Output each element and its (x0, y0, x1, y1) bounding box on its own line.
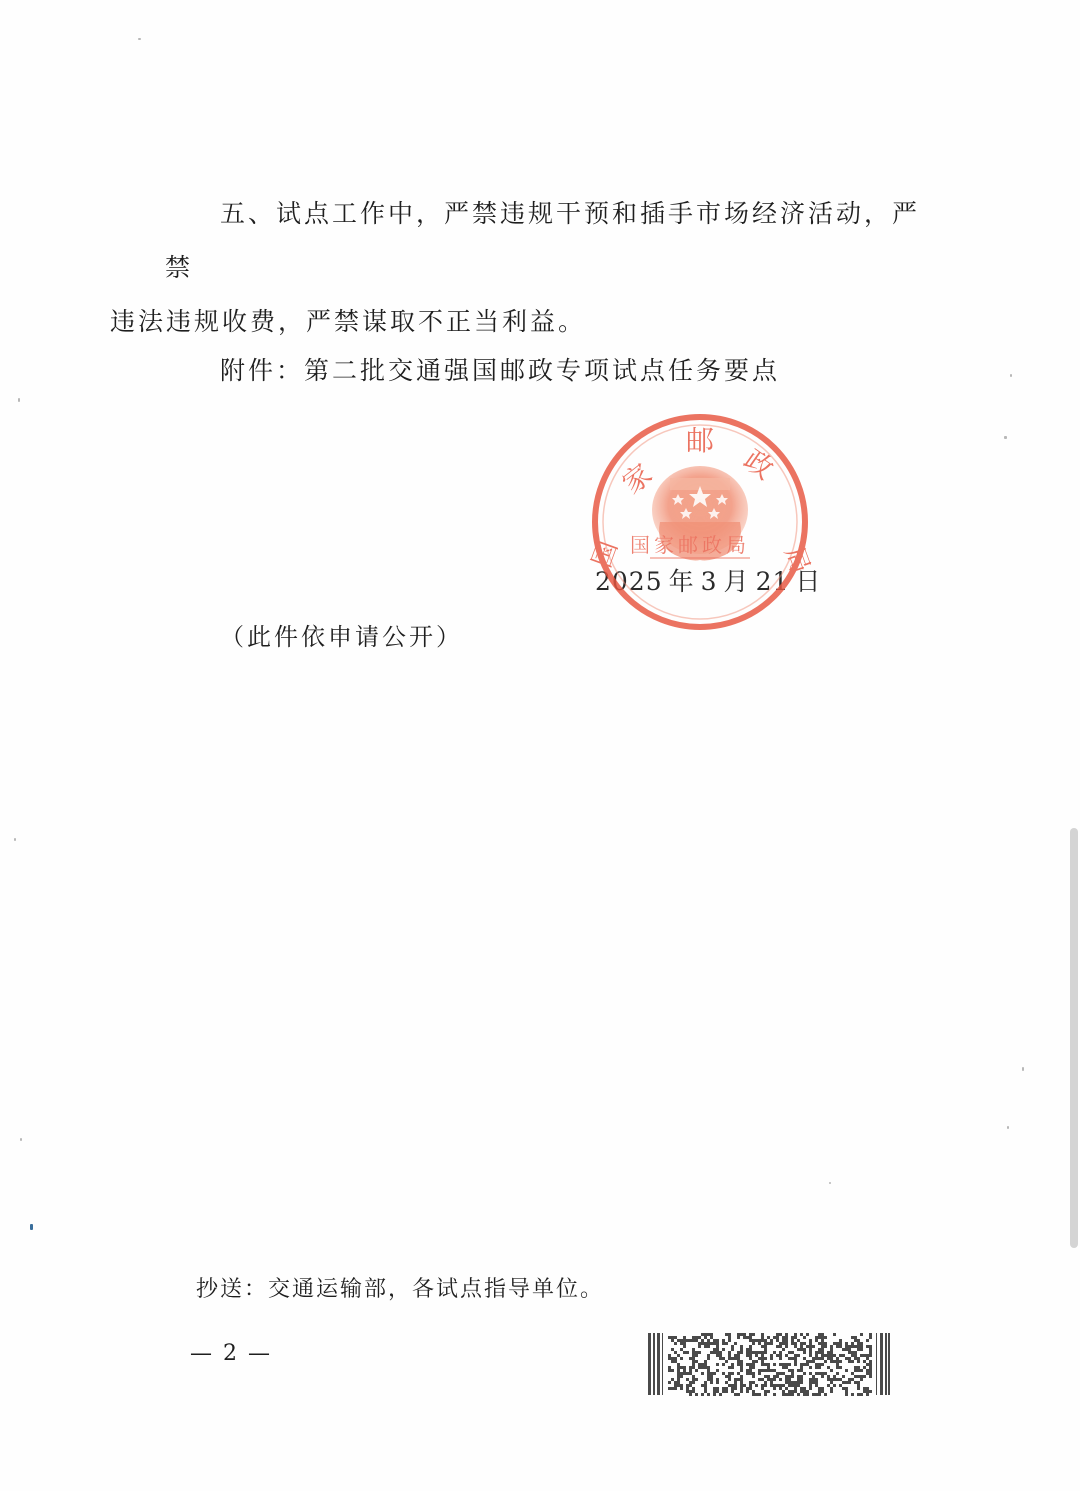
cc-line: 抄送：交通运输部，各试点指导单位。 (196, 1277, 605, 1302)
scan-speck (1022, 1067, 1024, 1071)
scan-speck (1004, 436, 1007, 439)
scan-speck (1010, 374, 1012, 377)
scan-speck (18, 398, 20, 402)
scan-speck (138, 38, 141, 40)
scan-speck (829, 1182, 831, 1184)
scan-speck (30, 1224, 33, 1230)
page-number: — 2 — (190, 1341, 272, 1366)
paragraph-item-5 (110, 187, 925, 349)
date-month: 3 (700, 567, 718, 596)
date-day-char: 日 (795, 567, 822, 596)
attachment-line: 附件：第二批交通强国邮政专项试点任务要点 (220, 356, 781, 385)
scan-speck (20, 1138, 22, 1141)
date-day: 21 (755, 567, 790, 596)
svg-text:邮: 邮 (686, 424, 715, 457)
svg-text:国家邮政局: 国家邮政局 (630, 533, 750, 557)
disclosure-note: （此件依申请公开） (220, 623, 463, 651)
paragraph-5-line-2: 违法违规收费，严禁谋取不正当利益。 (110, 307, 587, 336)
svg-text:局: 局 (778, 542, 816, 578)
svg-text:家: 家 (615, 457, 659, 501)
date-month-char: 月 (723, 567, 750, 596)
barcode-icon (648, 1333, 890, 1395)
date-year: 2025 (595, 567, 663, 596)
scan-speck (14, 838, 16, 841)
scrollbar-thumb[interactable] (1070, 828, 1078, 1248)
svg-text:国: 国 (586, 537, 625, 572)
svg-text:政: 政 (737, 442, 780, 487)
official-seal (586, 410, 816, 635)
date-year-char: 年 (668, 567, 695, 596)
scan-speck (1007, 1126, 1009, 1129)
paragraph-5-line-1: 五、试点工作中，严禁违规干预和插手市场经济活动，严禁 (165, 199, 921, 282)
